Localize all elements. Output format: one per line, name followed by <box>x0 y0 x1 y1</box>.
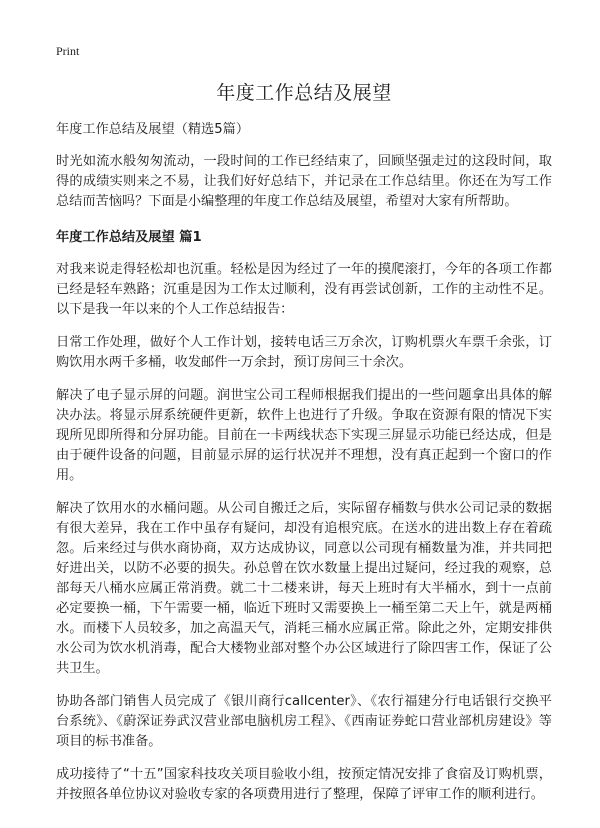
body-paragraph: 解决了电子显示屏的问题。润世宝公司工程师根据我们提出的一些问题拿出具体的解决办法。将显示屏系统硬件更新，软件上也进行了升级。争取在资源有限的情况下实现所见即所得和分屏功能。目前在一卡两线状态下实现三屏显示功能已经达成，但是由于硬件设备的问题，目前显示屏的运行状况并不理想，没有真正起到一个窗口的作用。 <box>56 388 552 483</box>
intro-paragraph: 时光如流水般匆匆流动，一段时间的工作已经结束了，回顾坚强走过的这段时间，取得的成绩实则来之不易，让我们好好总结下，并记录在工作总结里。你还在为写工作总结而苦恼吗？下面是小编整理的年度工作总结及展望，希望对大家有所帮助。 <box>56 154 552 209</box>
body-paragraph: 日常工作处理，做好个人工作计划，接转电话三万余次，订购机票火车票千余张，订购饮用水两千多桶，收发邮件一万余封，预订房间三十余次。 <box>56 335 552 370</box>
body-paragraph: 成功接待了“十五”国家科技攻关项目验收小组，按预定情况安排了食宿及订购机票，并按照各单位协议对验收专家的各项费用进行了整理，保障了评审工作的顺利进行。 <box>56 767 552 802</box>
body-paragraph: 对我来说走得轻松却也沉重。轻松是因为经过了一年的摸爬滚打，今年的各项工作都已经是轻车熟路；沉重是因为工作太过顺利，没有再尝试创新，工作的主动性不足。以下是我一年以来的个人工作总结报告： <box>56 262 552 317</box>
body-paragraph: 协助各部门销售人员完成了《银川商行callcenter》、《农行福建分行电话银行交换平台系统》、《蔚深证券武汉营业部电脑机房工程》、《西南证券蛇口营业部机房建设》等项目的标书准备。 <box>56 694 552 749</box>
body-paragraph: 解决了饮用水的水桶问题。从公司自搬迁之后，实际留存桶数与供水公司记录的数据有很大差异，我在工作中虽存有疑问，却没有追根究底。在送水的进出数上存在着疏忽。后来经过与供水商协商，双方达成协议，同意以公司现有桶数量为准，并共同把好进出关，以防不必要的损失。孙总曾在饮水数量上提出过疑问，经过我的观察，总部每天八桶水应属正常消费。就二十二楼来讲，每天上班时有大半桶水，到十一点前必定要换一桶，下午需要一桶，临近下班时又需要换上一桶至第二天上午，就是两桶水。而楼下人员较多，加之高温天气，消耗三桶水应属正常。除此之外，定期安排供水公司为饮水机消毒，配合大楼物业部对整个办公区域进行了除四害工作，保证了公共卫生。 <box>56 501 552 676</box>
page-title: 年度工作总结及展望 <box>216 82 392 104</box>
document-subtitle: 年度工作总结及展望（精选5篇） <box>56 122 250 137</box>
print-link[interactable]: Print <box>56 44 80 58</box>
section-heading: 年度工作总结及展望 篇1 <box>56 230 202 245</box>
